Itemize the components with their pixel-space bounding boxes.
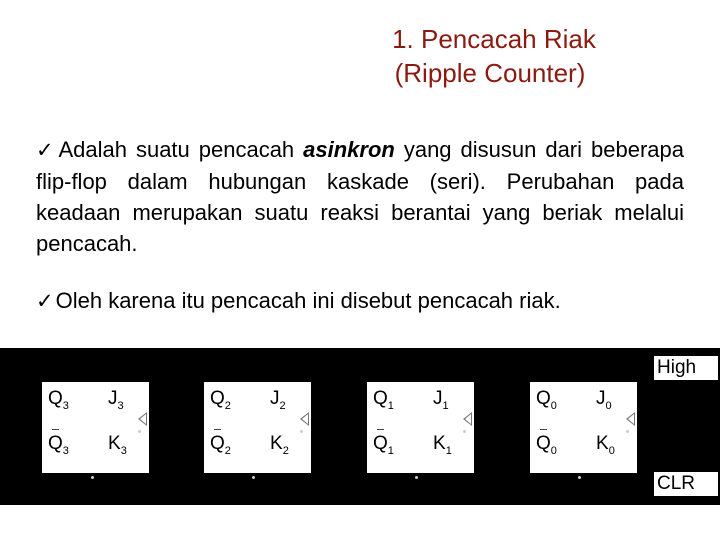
connection-dot <box>578 476 581 479</box>
connection-dot <box>300 430 303 433</box>
j-input: $J_2$ <box>270 388 286 412</box>
j-input: $J_3$ <box>108 388 124 412</box>
slide-title <box>300 22 680 90</box>
q-output: $Q_3$ <box>48 388 69 412</box>
connection-dot <box>252 476 255 479</box>
flip-flop-3 <box>42 382 149 473</box>
flip-flop-1 <box>367 382 474 473</box>
clr-label: CLR <box>654 472 718 496</box>
ripple-counter-diagram <box>0 348 720 505</box>
connection-dot <box>91 476 94 479</box>
bullet-1-text-after: yang disusun dari beberapa flip-flop dalam hubungan kaskade (seri). Perubahan pada keadaan merupakan suatu reaksi berantai yang beriak melalui pencacah. <box>36 137 684 256</box>
q-bar-output: $Q_3$ <box>48 433 69 457</box>
connection-dot <box>138 430 141 433</box>
checkmark-icon: ✓ <box>36 139 57 162</box>
flip-flop-2 <box>204 382 311 473</box>
k-input: $K_0$ <box>596 433 615 457</box>
bullet-2-text: Oleh karena itu pencacah ini disebut pencacah riak. <box>55 288 561 313</box>
q-output: $Q_2$ <box>210 388 231 412</box>
q-bar-output: $Q_0$ <box>536 433 557 457</box>
bullet-paragraph-1 <box>36 134 684 259</box>
j-input: $J_0$ <box>596 388 612 412</box>
checkmark-icon: ✓ <box>36 290 54 313</box>
bullet-1-text-before: Adalah suatu pencacah <box>58 137 304 162</box>
clock-input-icon <box>626 412 635 426</box>
clock-input-icon <box>463 412 472 426</box>
slide-title-line-2: (Ripple Counter) <box>394 58 586 88</box>
flip-flop-0 <box>530 382 637 473</box>
bullet-1-emphasis: asinkron <box>303 137 395 162</box>
k-input: $K_2$ <box>270 433 289 457</box>
k-input: $K_1$ <box>433 433 452 457</box>
j-input: $J_1$ <box>433 388 449 412</box>
connection-dot <box>463 430 466 433</box>
slide-title-line-1: 1. Pencacah Riak <box>392 24 596 54</box>
q-output: $Q_0$ <box>536 388 557 412</box>
connection-dot <box>626 430 629 433</box>
bullet-paragraph-2 <box>36 285 684 317</box>
q-bar-output: $Q_1$ <box>373 433 394 457</box>
clock-input-icon <box>138 412 147 426</box>
clock-input-icon <box>300 412 309 426</box>
k-input: $K_3$ <box>108 433 127 457</box>
q-output: $Q_1$ <box>373 388 394 412</box>
connection-dot <box>415 476 418 479</box>
high-label: High <box>654 356 718 380</box>
q-bar-output: $Q_2$ <box>210 433 231 457</box>
